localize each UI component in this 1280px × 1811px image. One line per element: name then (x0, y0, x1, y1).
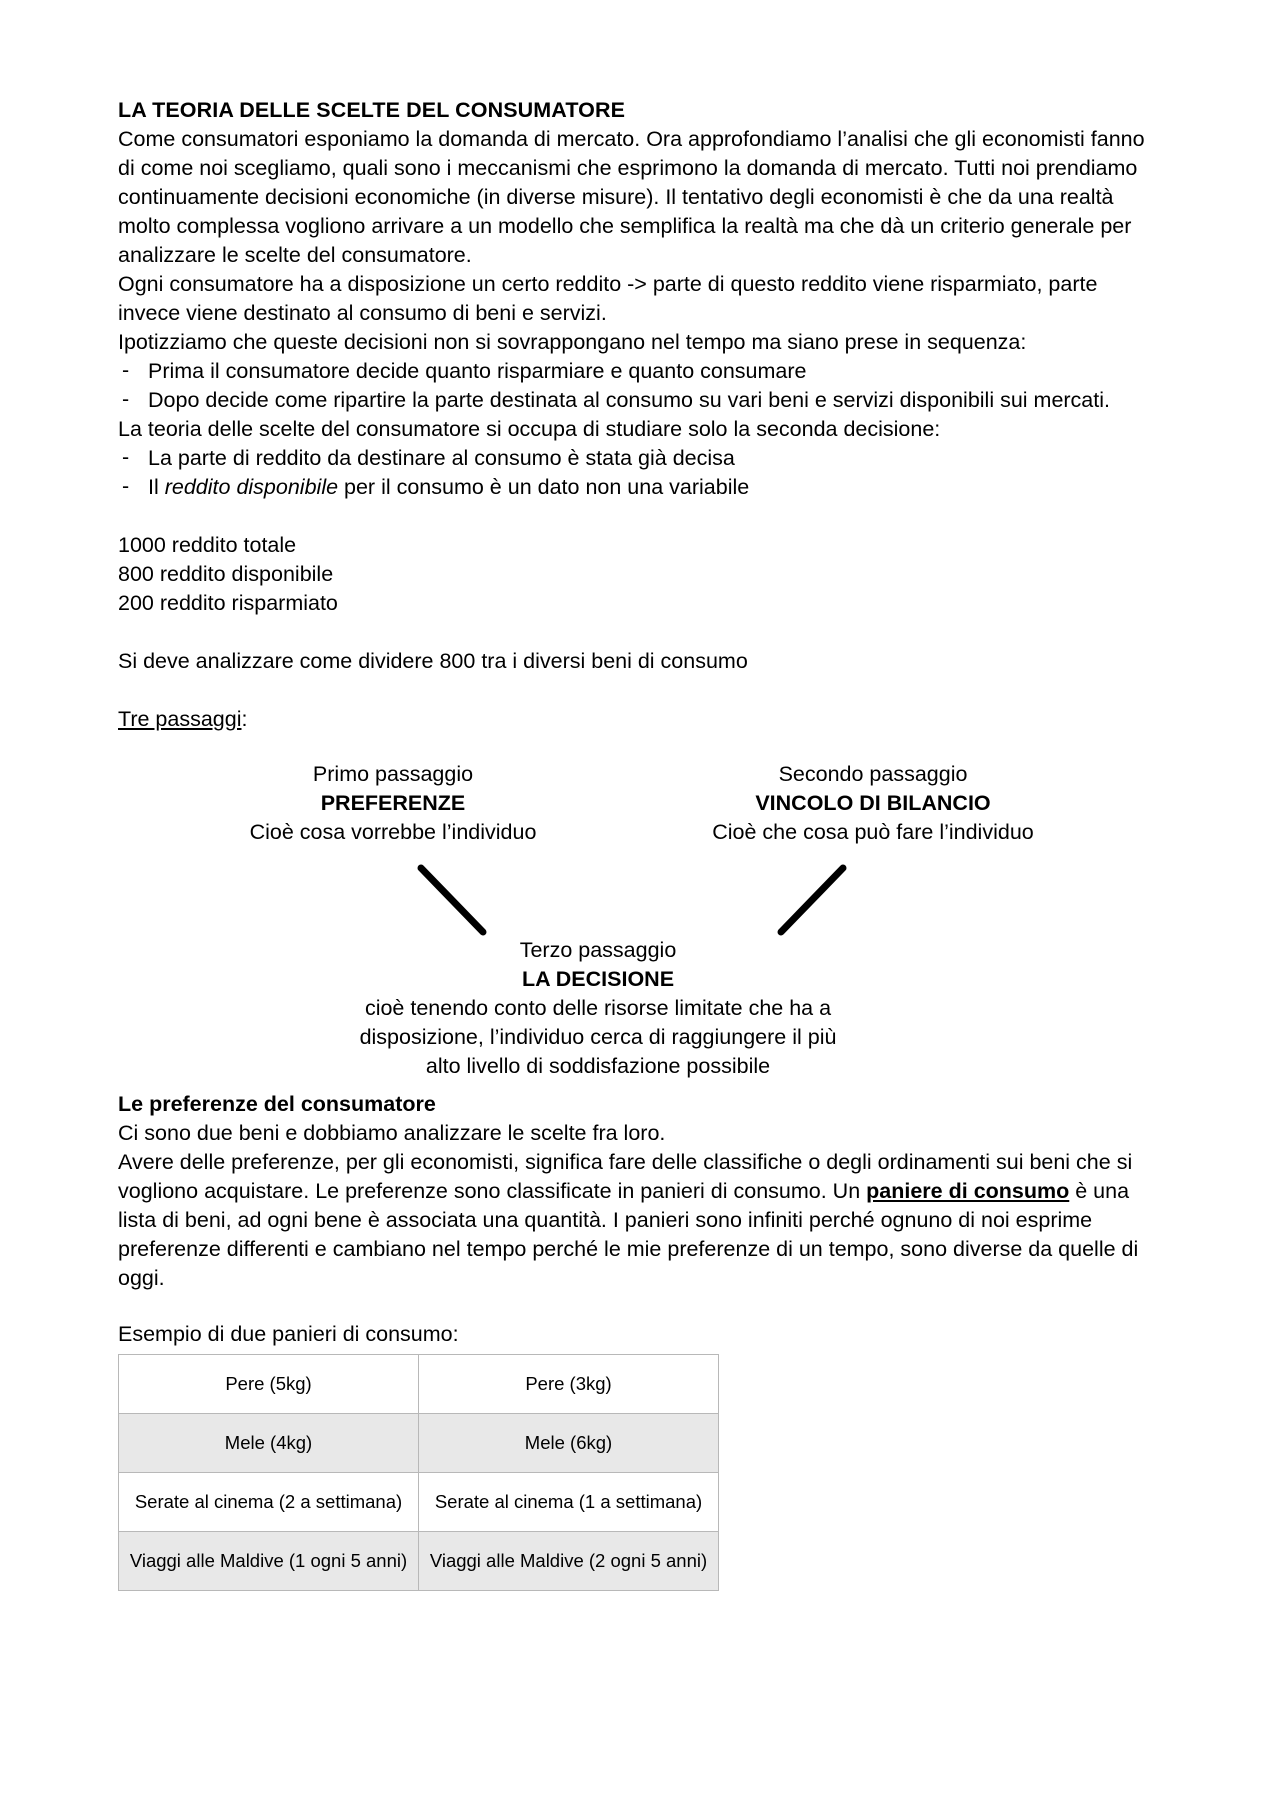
income-saved: 200 reddito risparmiato (118, 591, 338, 615)
sequence-list (118, 357, 1162, 415)
list-item (118, 357, 1162, 386)
list-item-text-suffix: per il consumo è un dato non una variabile (338, 475, 750, 499)
baskets-table (118, 1354, 719, 1591)
list-item (118, 473, 1162, 502)
step-label: Terzo passaggio (519, 938, 677, 962)
table-row (119, 1532, 719, 1591)
table-row (119, 1473, 719, 1532)
dash-bullet-icon: - (122, 474, 130, 498)
step-name: VINCOLO DI BILANCIO (755, 791, 991, 815)
second-decision-list (118, 444, 1162, 502)
step-description: cioè tenendo conto delle risorse limitate che ha a disposizione, l’individuo cerca di raggiungere il più alto livello di soddisfazione possibile (359, 996, 837, 1078)
dash-bullet-icon: - (122, 387, 130, 411)
sequence-intro: Ipotizziamo che queste decisioni non si sovrappongano nel tempo ma siano prese in sequenza: (118, 330, 1027, 354)
step-label: Primo passaggio (312, 762, 474, 786)
dash-bullet-icon: - (122, 358, 130, 382)
table-row (119, 1414, 719, 1473)
step-primo-passaggio (218, 760, 568, 847)
list-item (118, 444, 1162, 473)
table-cell-basket1: Serate al cinema (2 a settimana) (119, 1473, 419, 1532)
preferences-paragraph (118, 1148, 1162, 1293)
preferences-para-part1: Avere delle preferenze, per gli economisti, significa fare delle classifiche o degli ordinamenti sui beni che si vogliono acquistare. Le preferenze sono classificate in panieri di consumo. Un (118, 1150, 1133, 1203)
table-cell-basket2: Viaggi alle Maldive (2 ogni 5 anni) (419, 1532, 719, 1591)
table-cell-basket1: Pere (5kg) (119, 1355, 419, 1414)
three-steps-diagram (118, 760, 1162, 1090)
list-item-text: Dopo decide come ripartire la parte destinata al consumo su vari beni e servizi disponibili sui mercati. (148, 388, 1110, 412)
connector-line-left (421, 868, 483, 932)
list-item (118, 386, 1162, 415)
steps-heading (118, 705, 1162, 734)
income-paragraph: Ogni consumatore ha a disposizione un certo reddito -> parte di questo reddito viene risparmiato, parte invece viene destinato al consumo di beni e servizi. (118, 272, 1098, 325)
intro-paragraph: Come consumatori esponiamo la domanda di mercato. Ora approfondiamo l’analisi che gli economisti fanno di come noi scegliamo, quali sono i meccanismi che esprimono la domanda di mercato. Tutti noi prendiamo continuamente decisioni economiche (in diverse misure). Il tentativo degli economisti è che da una realtà molto complessa vogliono arrivare a un modello che semplifica la realtà ma che dà un criterio generale per analizzare le scelte del consumatore. (118, 127, 1145, 267)
preferences-para-part2: è una lista di beni, ad ogni bene è associata una quantità. I panieri sono infiniti perché ognuno di noi esprime preferenze differenti e cambiano nel tempo perché le mie preferenze di un tempo, sono diverse da quelle di oggi. (118, 1179, 1139, 1290)
step-description: Cioè cosa vorrebbe l’individuo (249, 820, 537, 844)
dash-bullet-icon: - (122, 445, 130, 469)
paniere-di-consumo-emphasis: paniere di consumo (866, 1179, 1070, 1203)
steps-heading-colon: : (241, 707, 248, 731)
table-cell-basket2: Serate al cinema (1 a settimana) (419, 1473, 719, 1532)
table-caption: Esempio di due panieri di consumo: (118, 1322, 459, 1346)
step-name: PREFERENZE (320, 791, 466, 815)
spacer (118, 618, 1162, 647)
steps-heading-underlined: Tre passaggi (118, 707, 242, 731)
step-description: Cioè che cosa può fare l’individuo (712, 820, 1034, 844)
table-row (119, 1355, 719, 1414)
preferences-heading: Le preferenze del consumatore (118, 1092, 436, 1116)
step-terzo-passaggio (343, 936, 853, 1081)
second-decision-intro: La teoria delle scelte del consumatore si occupa di studiare solo la seconda decisione: (118, 417, 941, 441)
analysis-line: Si deve analizzare come dividere 800 tra i diversi beni di consumo (118, 649, 748, 673)
table-cell-basket1: Viaggi alle Maldive (1 ogni 5 anni) (119, 1532, 419, 1591)
step-name: LA DECISIONE (521, 967, 675, 991)
income-total: 1000 reddito totale (118, 533, 297, 557)
table-cell-basket2: Mele (6kg) (419, 1414, 719, 1473)
income-available: 800 reddito disponibile (118, 562, 334, 586)
page-title: LA TEORIA DELLE SCELTE DEL CONSUMATORE (118, 98, 626, 122)
spacer (118, 502, 1162, 531)
step-label: Secondo passaggio (778, 762, 968, 786)
connector-line-right (781, 868, 843, 932)
step-secondo-passaggio (678, 760, 1068, 847)
preferences-line1: Ci sono due beni e dobbiamo analizzare le scelte fra loro. (118, 1121, 666, 1145)
list-item-text-italic: reddito disponibile (164, 475, 339, 499)
list-item-text: Prima il consumatore decide quanto risparmiare e quanto consumare (148, 359, 807, 383)
list-item-text-prefix: Il (148, 475, 165, 499)
table-cell-basket1: Mele (4kg) (119, 1414, 419, 1473)
spacer (118, 676, 1162, 705)
table-cell-basket2: Pere (3kg) (419, 1355, 719, 1414)
list-item-text: La parte di reddito da destinare al consumo è stata già decisa (148, 446, 735, 470)
